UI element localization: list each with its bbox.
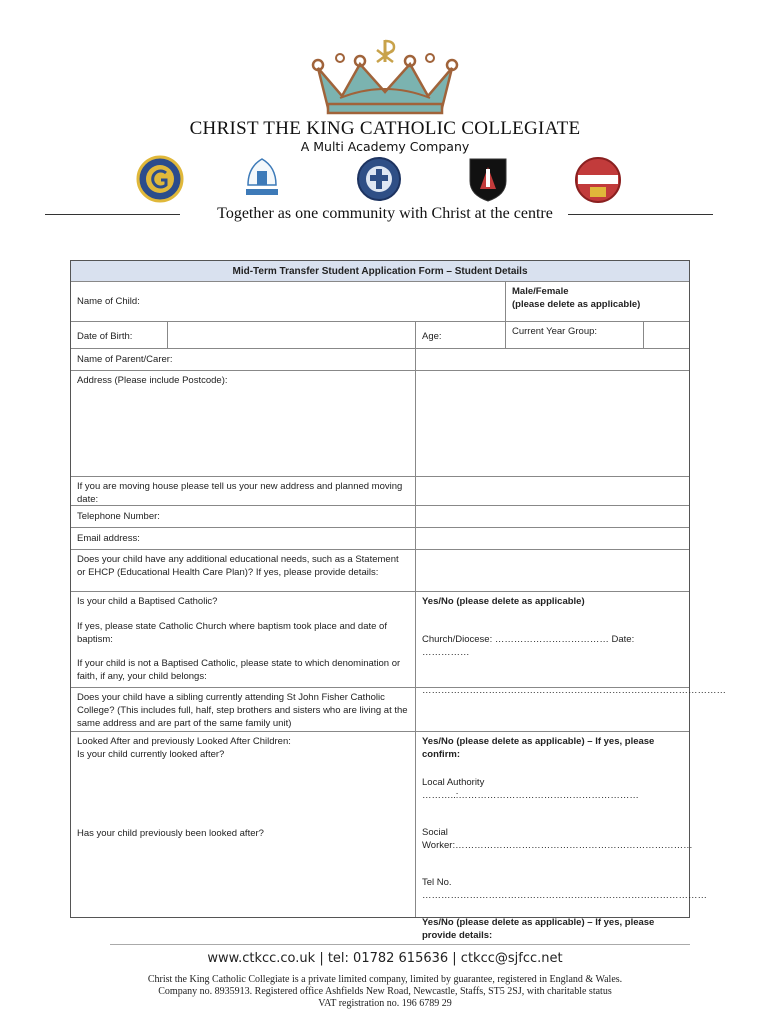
row-parent-carer: [71, 348, 689, 370]
label-telephone: Telephone Number:: [77, 511, 160, 522]
field-email[interactable]: [415, 528, 689, 549]
label-looked-after: Looked After and previously Looked After Children:: [77, 736, 291, 747]
gender-cell[interactable]: [505, 282, 689, 321]
gender-note: (please delete as applicable): [512, 299, 641, 310]
row-name-of-child: [71, 281, 689, 321]
school-crest-4-icon: [466, 155, 510, 203]
gender-label: Male/Female: [512, 286, 569, 297]
row-looked-after: [71, 731, 707, 941]
footer-legal-line-3: VAT registration no. 196 6789 29: [318, 998, 452, 1009]
form-title-row: [71, 261, 689, 281]
row-date-of-birth: [71, 321, 689, 348]
crown-logo-icon: [300, 38, 470, 118]
label-moving-house: If you are moving house please tell us your new address and planned moving date:: [77, 481, 403, 505]
school-crests: [0, 155, 770, 205]
footer-legal-line-1: Christ the King Catholic Collegiate is a private limited company, limited by guarantee, registered in England & Wales.: [147, 974, 623, 985]
row-email: [71, 527, 689, 549]
label-current-year-group: Current Year Group:: [505, 322, 643, 348]
letterhead: [0, 0, 770, 240]
label-previously-looked-after: Has your child previously been looked after?: [77, 828, 264, 839]
field-sibling[interactable]: [415, 688, 689, 731]
field-telephone[interactable]: [415, 506, 689, 527]
label-not-baptised: If your child is not a Baptised Catholic, please state to which denomination or faith, if any, your child belongs:: [77, 658, 401, 682]
field-date-of-birth[interactable]: [167, 322, 415, 348]
row-sibling: [71, 687, 689, 731]
field-additional-needs[interactable]: [415, 550, 689, 591]
school-crest-5-icon: [572, 155, 624, 205]
footer-legal: [0, 974, 770, 1010]
row-moving-house: [71, 476, 689, 505]
label-email: Email address:: [77, 533, 140, 544]
field-parent-carer[interactable]: [415, 349, 689, 370]
label-currently-looked-after: Is your child currently looked after?: [77, 749, 225, 760]
school-crest-1-icon: [135, 155, 185, 203]
row-baptism: [71, 591, 726, 696]
footer-contact: www.ctkcc.co.uk | tel: 01782 615636 | ctkcc@sjfcc.net: [207, 951, 563, 966]
label-parent-carer: Name of Parent/Carer:: [77, 354, 173, 365]
answer-church: Church/Diocese: ……………………………… Date: ……………: [422, 634, 635, 658]
field-name-of-child[interactable]: [415, 282, 505, 321]
answer-local-authority: Local Authority ………..:…………………………………………………: [422, 777, 639, 801]
answer-tel-no: Tel No. ………………………………………………………………………………: [422, 877, 707, 901]
application-form: [70, 260, 726, 941]
answer-previously-looked-after: Yes/No (please delete as applicable) – If yes, please provide details:: [422, 917, 655, 941]
looked-after-questions: [71, 732, 415, 917]
label-sibling: Does your child have a sibling currently attending St John Fisher Catholic College? (This includes full, half, step brothers and sisters who are living at the same address and are part of the same family unit): [77, 692, 408, 729]
answer-looked-after: Yes/No (please delete as applicable) – If yes, please confirm:: [422, 736, 655, 760]
answer-social-worker: Social Worker:…………………………………………………………………: [422, 827, 693, 851]
field-current-year-group[interactable]: [643, 322, 689, 348]
motto-row: [0, 205, 770, 225]
form-title: Mid-Term Transfer Student Application Form – Student Details: [232, 266, 528, 277]
label-church: If yes, please state Catholic Church where baptism took place and date of baptism:: [77, 621, 387, 645]
label-address: Address (Please include Postcode):: [77, 375, 228, 386]
baptism-answers[interactable]: [415, 592, 726, 696]
row-telephone: [71, 505, 689, 527]
label-additional-needs: Does your child have any additional educational needs, such as a Statement or EHCP (Educational Health Care Plan)? If yes, please provide details:: [77, 554, 399, 578]
footer-divider: [110, 944, 690, 945]
label-baptised: Is your child a Baptised Catholic?: [77, 596, 218, 607]
label-age: Age:: [415, 322, 505, 348]
company-subtitle: A Multi Academy Company: [300, 139, 470, 154]
field-address[interactable]: [415, 371, 689, 476]
college-name: CHRIST THE KING CATHOLIC COLLEGIATE: [189, 118, 581, 139]
label-date-of-birth: Date of Birth:: [77, 331, 133, 342]
baptism-questions: [71, 592, 415, 687]
row-additional-needs: [71, 549, 689, 591]
looked-after-answers[interactable]: [415, 732, 707, 941]
footer-legal-line-2: Company no. 8935913. Registered office Ashfields New Road, Newcastle, Staffs, ST5 2SJ, with charitable status: [158, 986, 612, 997]
row-address: [71, 370, 689, 476]
motto: Together as one community with Christ at the centre: [217, 205, 553, 222]
label-name-of-child: Name of Child:: [77, 296, 140, 307]
field-moving-house[interactable]: [415, 477, 689, 505]
answer-not-baptised: ……………………………………………………………………………………: [422, 685, 726, 696]
answer-baptised: Yes/No (please delete as applicable): [422, 596, 585, 607]
school-crest-3-icon: [355, 155, 403, 203]
school-crest-2-icon: [242, 155, 282, 201]
